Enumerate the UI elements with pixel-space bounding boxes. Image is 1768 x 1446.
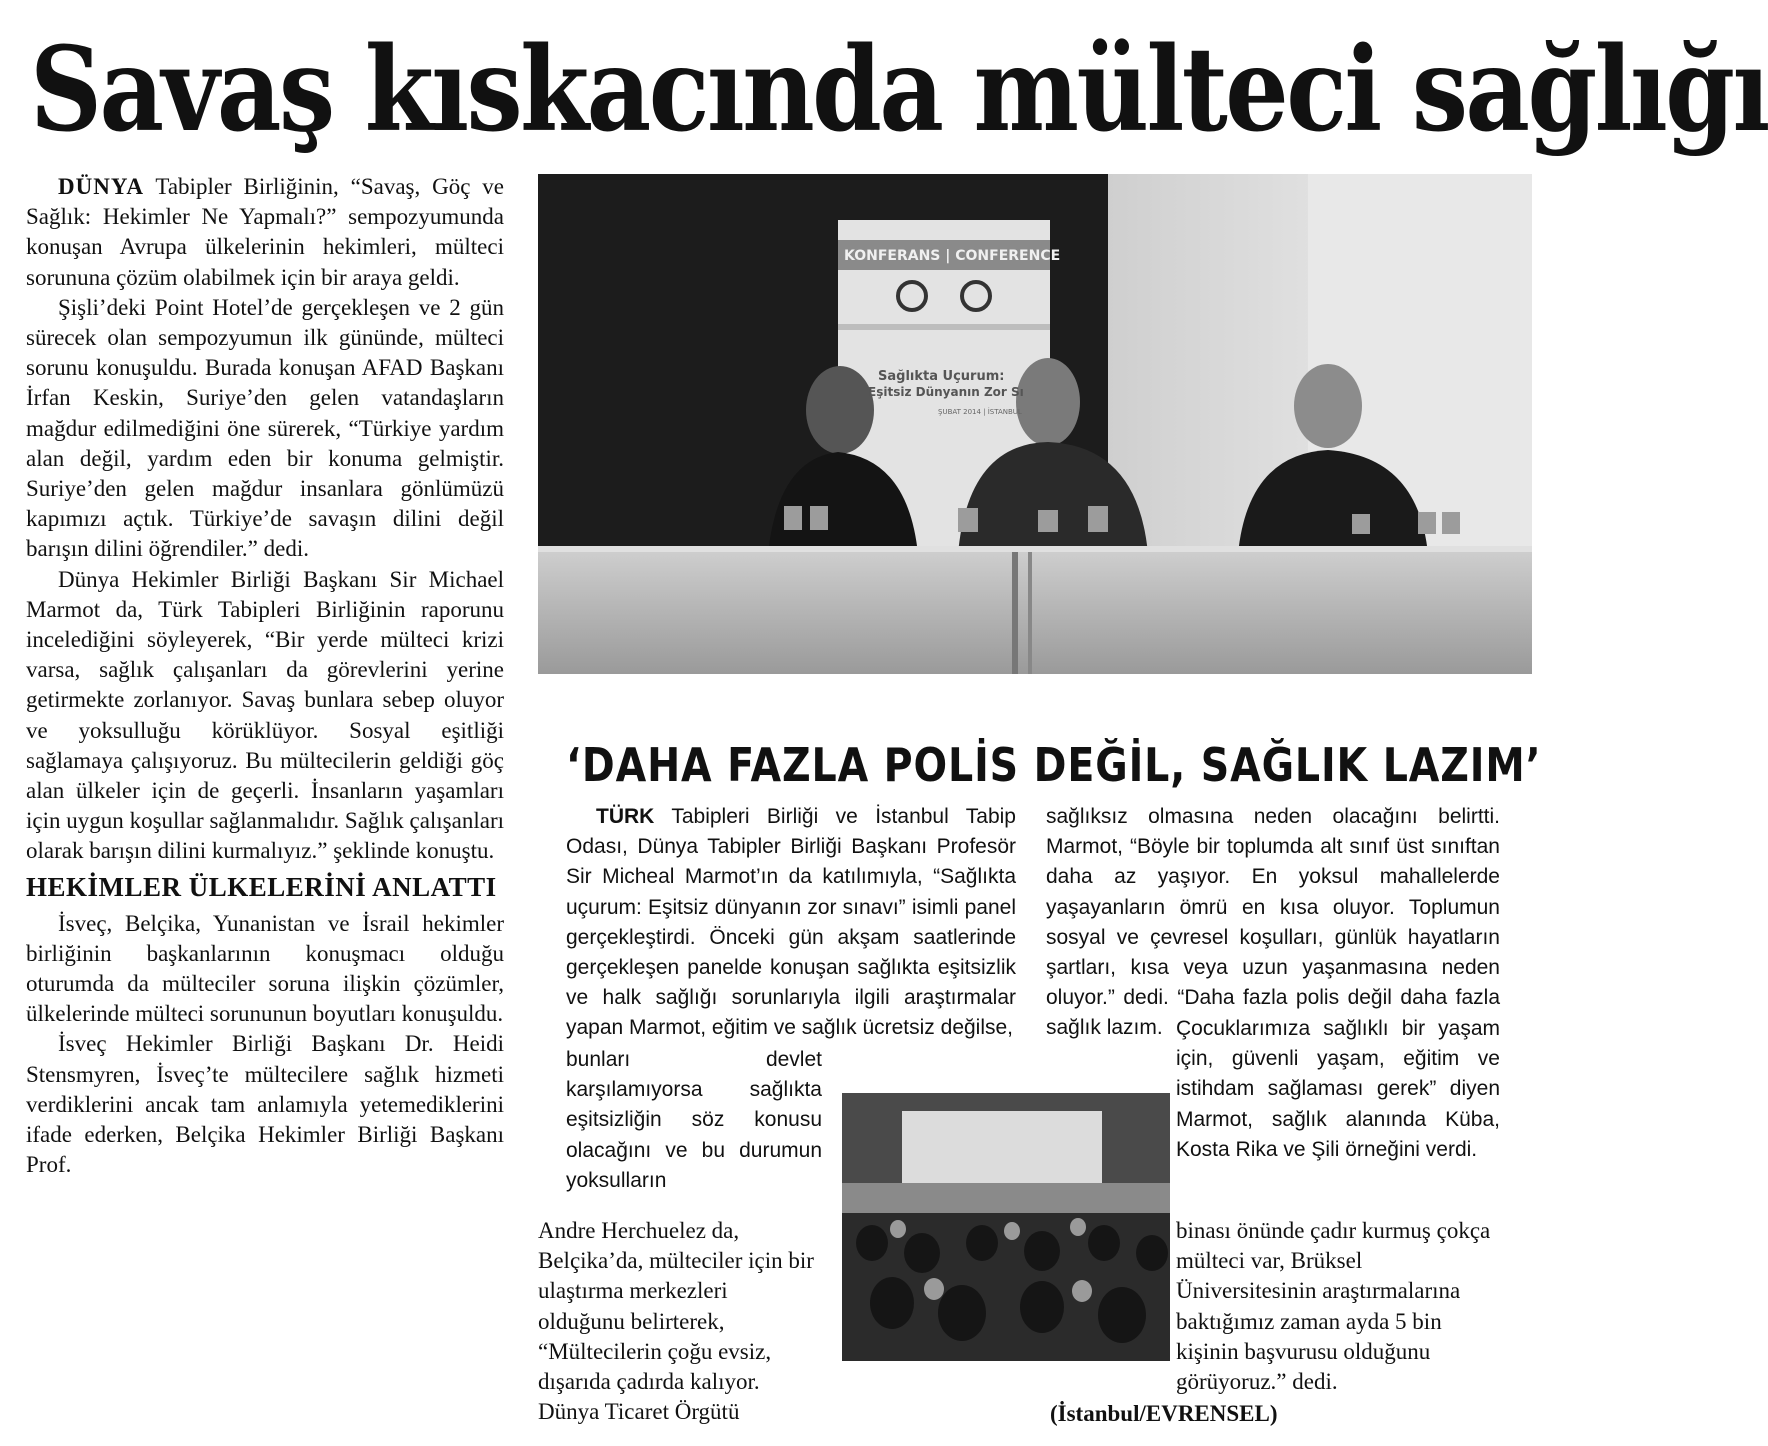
left-paragraph-2: Şişli’deki Point Hotel’de gerçekleşen ve 2 gün sürecek olan sempozyumun ilk gününde, mülteci sorunu konuşuldu. Burada konuşan AFAD Başkanı İrfan Keskin, Suriye’den gelen vatandaşların mağdur edilmediğini öne sürerek, “Türkiye yardım alan değil, yardım eden bir konuma gelmiştir. Suriye’den gelen mağdur insanlara gönlümüzü kapımızı açtık. Türkiye’de savaşın dilini değil barışın dilini öğrendiler.” dedi.: [26, 294, 504, 562]
bottom-left-paragraph: Andre Herchuelez da, Belçika’da, mülteciler için bir ulaştırma merkezleri olduğunu belirterek, “Mültecilerin çoğu evsiz, dışarıda çadırda kalıyor. Dünya Ticaret Örgütü: [538, 1218, 814, 1425]
left-paragraph-1-text: Tabipler Birliğinin, “Savaş, Göç ve Sağlık: Hekimler Ne Yapmalı?” sempozyumunda konuşan Avrupa ülkelerinin hekimleri, mülteci sorununa çözüm olabilmek için bir araya geldi.: [26, 174, 504, 290]
left-paragraph-4: İsveç, Belçika, Yunanistan ve İsrail hekimler birliğinin başkanlarının konuşmacı olduğu oturumda da mülteciler soruna ilişkin çözümler, ülkelerinde mülteci sorununun boyutları konuşuldu.: [26, 910, 504, 1027]
right-column-wide: [1046, 802, 1500, 1044]
audience-photo-image: [842, 1093, 1170, 1361]
right-column-narrow: [1176, 1014, 1500, 1170]
panel-table: [538, 546, 1532, 674]
left-paragraph-5: İsveç Hekimler Birliği Başkanı Dr. Heidi Stensmyren, İsveç’te mültecilere sağlık hizmeti verdiklerini ancak tam anlamıyla yetemediklerini ifade ederken, Belçika Hekimler Birliği Başkanı Prof.: [26, 1031, 504, 1178]
bottom-right-text: [1176, 1216, 1502, 1400]
lead-word-turk: TÜRK: [596, 805, 655, 828]
panel-photo: [538, 174, 1532, 674]
bottom-left-text: [538, 1216, 820, 1428]
quote-title: ‘DAHA FAZLA POLİS DEĞİL, SAĞLIK LAZIM’: [566, 738, 1542, 792]
center-paragraph-text: Tabipleri Birliği ve İstanbul Tabip Odası, Dünya Tabipler Birliği Başkanı Profesör Sir Micheal Marmot’ın da katılımıyla, “Sağlıkta uçurum: Eşitsiz dünyanın zor sınavı” isimli panel gerçekleştirdi. Önceki gün akşam saatlerinde gerçekleşen panelde konuşan sağlıkta eşitsizlik ve halk sağlığı sorunlarıyla ilgili araştırmalar yapan Marmot, eğitim ve sağlık ücretsiz değilse,: [566, 805, 1016, 1040]
audience-photo: [842, 1093, 1170, 1361]
source-credit: (İstanbul/EVRENSEL): [1050, 1401, 1278, 1426]
article-headline: Savaş kıskacında mülteci sağlığı: [30, 22, 1768, 158]
banner-subtitle-text: Eşitsiz Dünyanın Zor Sı: [868, 385, 1024, 399]
left-paragraph-1: [26, 172, 504, 293]
projection-screen: [902, 1111, 1102, 1183]
center-column-wide: [566, 802, 1016, 1044]
center-paragraph-continued: bunları devlet karşılamıyorsa sağlıkta eşitsizliğin söz konusu olacağını ve bu durumun yoksulların: [566, 1048, 822, 1192]
left-paragraph-3: Dünya Hekimler Birliği Başkanı Sir Michael Marmot da, Türk Tabipleri Birliğinin raporunu incelediğini söyleyerek, “Bir yerde mülteci krizi varsa, sağlık çalışanları da görevlerini yerine getirmekte zorlanıyor. Savaş bunlara sebep oluyor ve yoksulluğu körüklüyor. Sosyal eşitliği sağlamaya çalışıyoruz. Bu mültecilerin geldiği göç alan ülkeler için de geçerli. İnsanların yaşamları için uygun koşullar sağlanmalıdır. Sağlık çalışanları olarak barışın dilini kurmalıyız.” şeklinde konuştu.: [26, 566, 504, 864]
left-column: [26, 172, 504, 1181]
banner-top-text: KONFERANS | CONFERENCE: [844, 248, 1061, 264]
lead-word-dunya: DÜNYA: [58, 174, 144, 199]
center-column-narrow: [566, 1045, 822, 1192]
right-paragraph: sağlıksız olmasına neden olacağını belirtti. Marmot, “Böyle bir toplumda alt sınıf üst sınıftan daha az yaşıyor. En yoksul mahallelerde yaşayanların ömrü en kısa oluyor. Toplumun sosyal ve çevresel koşulları, günlük hayatların şartları, kısa veya uzun yaşanmasına neden oluyor.” dedi. “Daha fazla polis değil daha fazla sağlık lazım.: [1046, 805, 1500, 1040]
left-subhead: HEKİMLER ÜLKELERİNİ ANLATTI: [26, 871, 497, 902]
center-paragraph: [566, 802, 1016, 1044]
banner-title-text: Sağlıkta Uçurum:: [878, 369, 1005, 384]
banner-date-text: ŞUBAT 2014 | İSTANBUL: [938, 408, 1022, 416]
bottom-right-paragraph: binası önünde çadır kurmuş çokça mülteci var, Brüksel Üniversitesinin araştırmalarına baktığımız zaman ayda 5 bin kişinin başvurusu olduğunu görüyoruz.” dedi.: [1176, 1218, 1491, 1395]
right-paragraph-continued: Çocuklarımıza sağlıklı bir yaşam için, güvenli yaşam, eğitim ve istihdam sağlaması gerek” diyen Marmot, sağlık alanında Küba, Kosta Rika ve Şili örneğini verdi.: [1176, 1017, 1500, 1161]
panel-photo-image: [538, 174, 1532, 674]
